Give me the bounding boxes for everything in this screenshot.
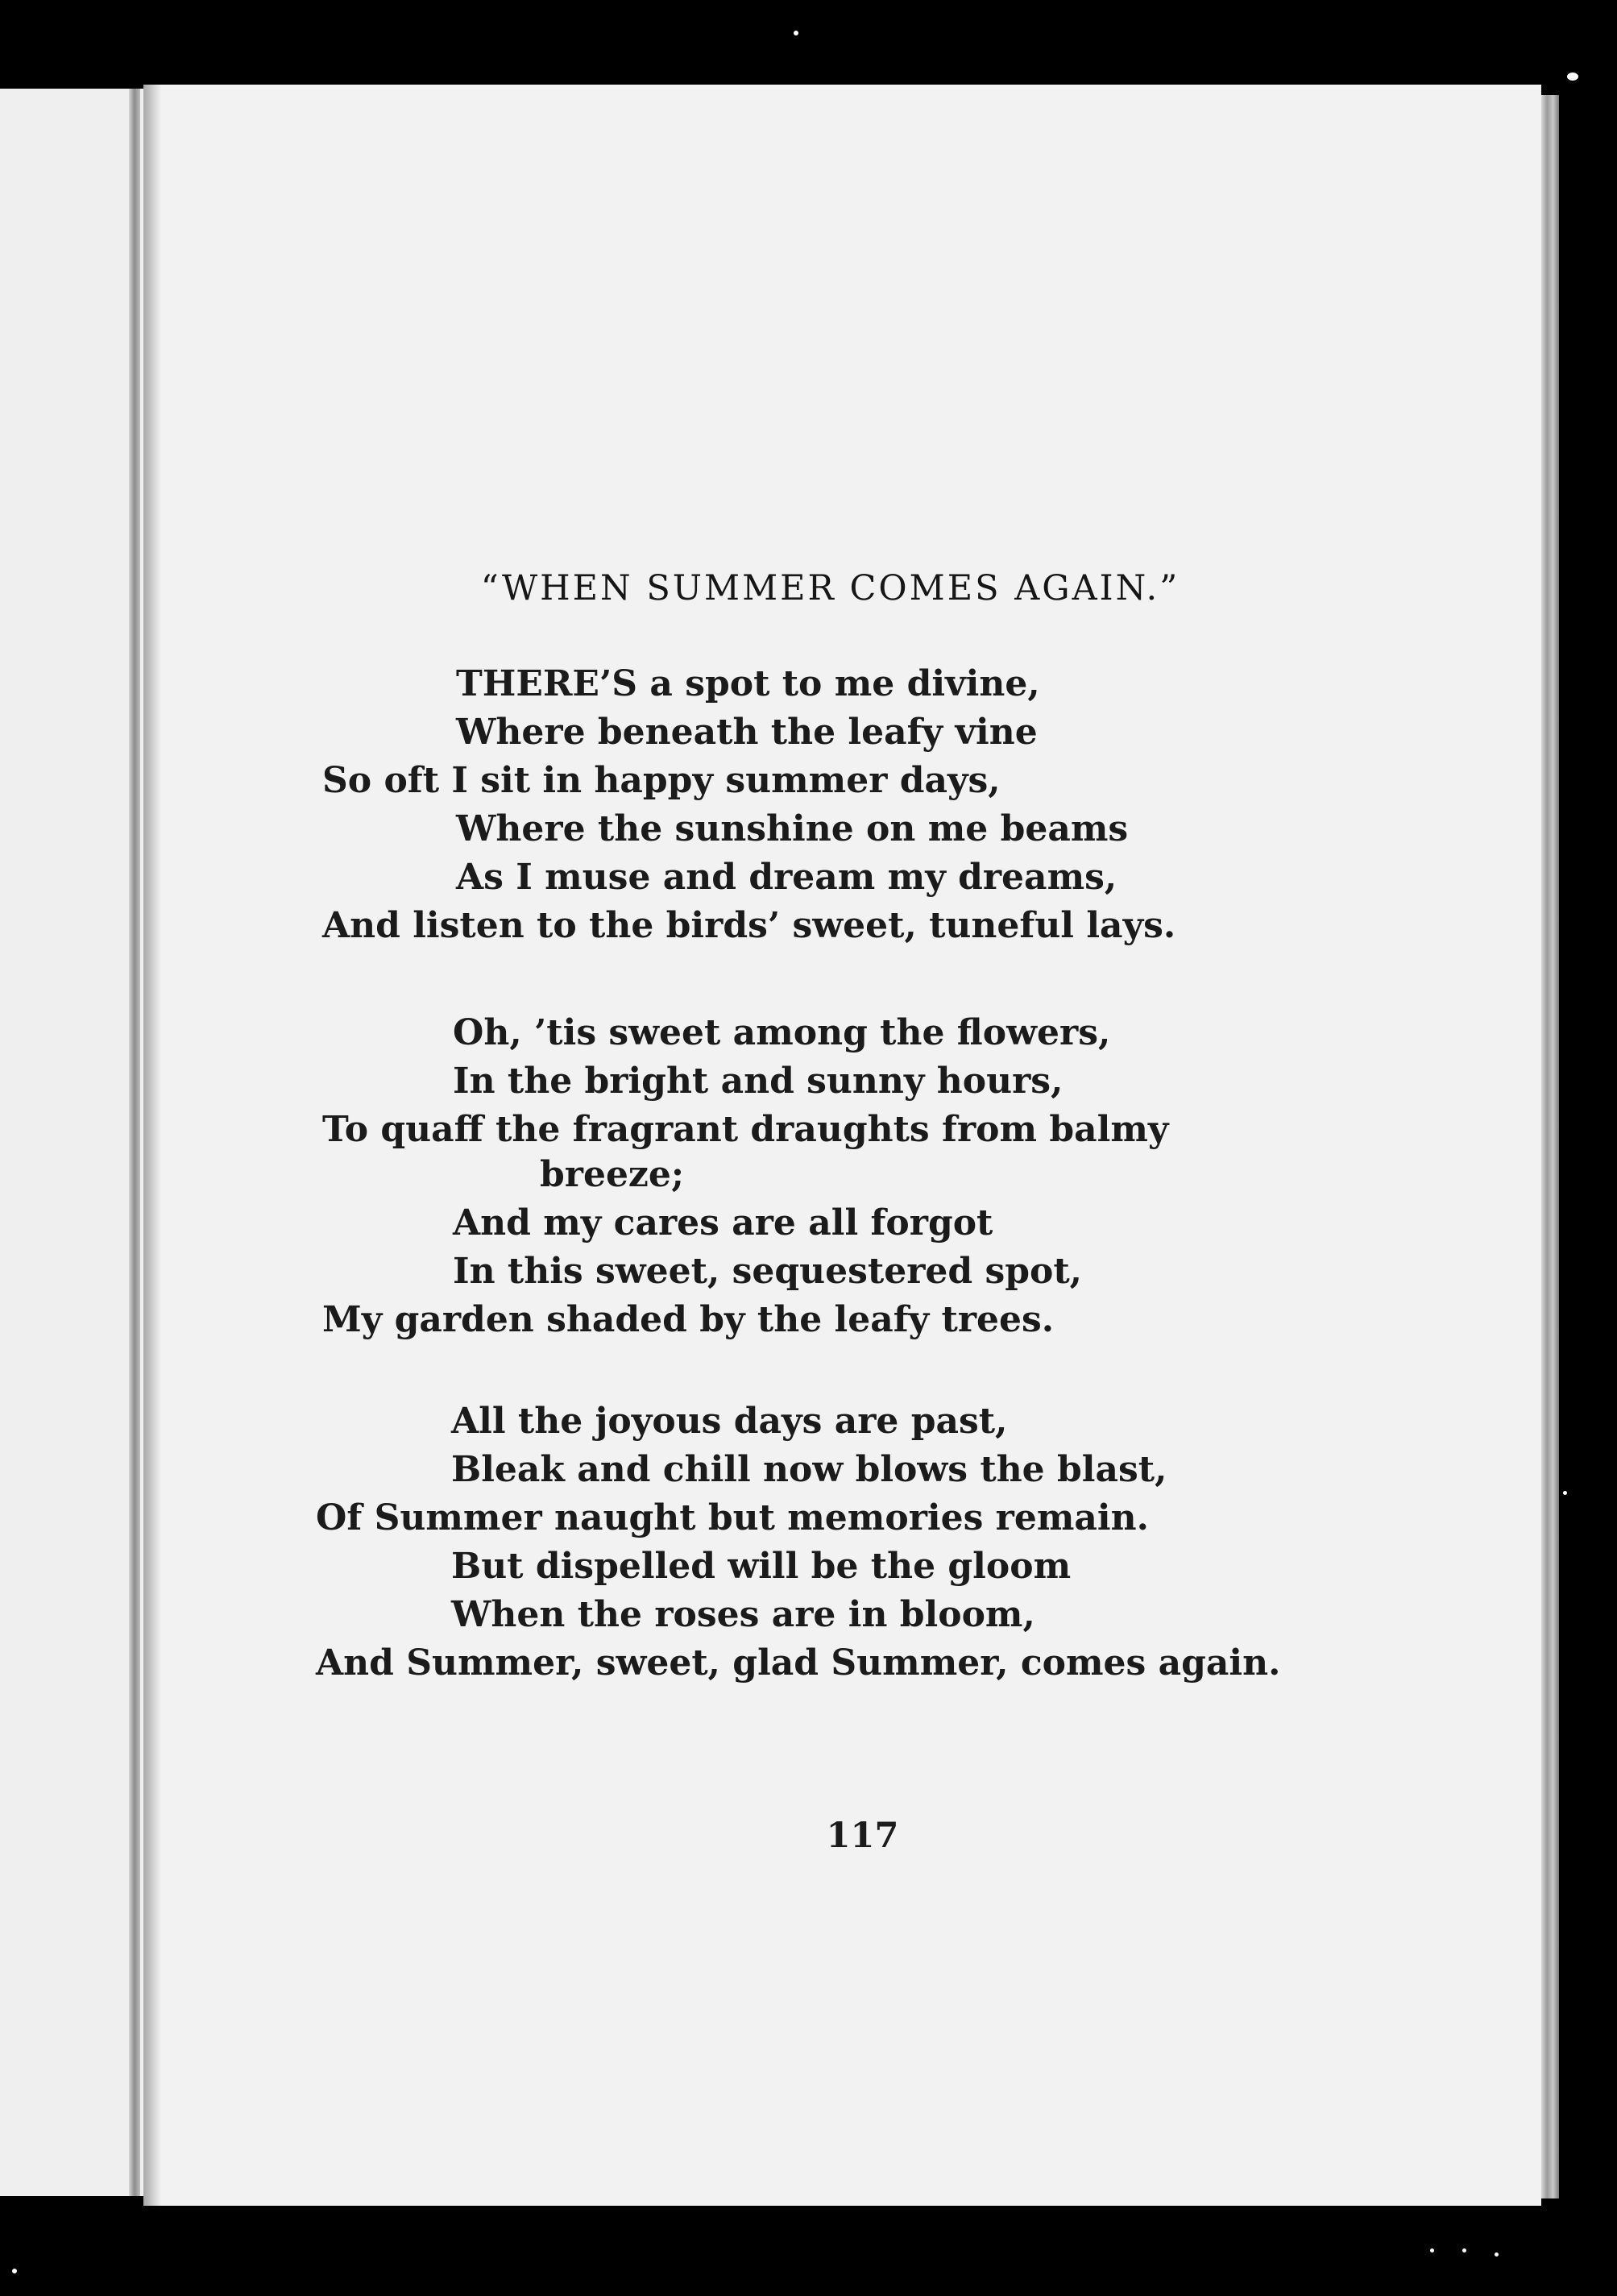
scan-speck <box>1495 2252 1499 2257</box>
poem-title <box>143 568 1541 608</box>
poem-line: My garden shaded by the leafy trees. <box>322 1299 1055 1340</box>
scan-speck <box>12 2269 17 2273</box>
page-stack-edge <box>1541 95 1559 2198</box>
book-page <box>143 85 1541 2206</box>
poem-title-text: “WHEN SUMMER COMES AGAIN.” <box>480 568 1180 608</box>
poem-line: All the joyous days are past, <box>451 1401 1008 1442</box>
scan-speck <box>1563 1491 1567 1495</box>
poem-line: breeze; <box>540 1154 685 1195</box>
poem-line: Where beneath the leafy vine <box>456 712 1038 753</box>
page-number <box>143 1816 1541 1856</box>
poem-line: Bleak and chill now blows the blast, <box>451 1449 1167 1490</box>
scan-speck <box>1567 73 1578 81</box>
poem-line: In the bright and sunny hours, <box>453 1061 1063 1102</box>
scan-speck <box>794 31 798 35</box>
poem-line: So oft I sit in happy summer days, <box>322 760 1001 801</box>
poem-line: Where the sunshine on me beams <box>456 808 1129 849</box>
poem-line: And Summer, sweet, glad Summer, comes again. <box>316 1642 1281 1684</box>
poem-line: And my cares are all forgot <box>453 1202 993 1243</box>
scan-speck <box>1430 2248 1434 2252</box>
poem-line: But dispelled will be the gloom <box>451 1546 1072 1587</box>
poem-line: Oh, ’tis sweet among the flowers, <box>453 1012 1111 1053</box>
poem-line: To quaff the fragrant draughts from balmy <box>322 1109 1169 1150</box>
facing-page-edge <box>129 89 140 2196</box>
poem-line: And listen to the birds’ sweet, tuneful lays. <box>322 905 1176 946</box>
poem-line: THERE’S a spot to me divine, <box>456 663 1040 704</box>
poem-line: In this sweet, sequestered spot, <box>453 1251 1082 1292</box>
poem-line: Of Summer naught but memories remain. <box>316 1497 1149 1538</box>
facing-page <box>0 89 143 2196</box>
page-number-text: 117 <box>826 1816 899 1856</box>
gutter-shadow <box>143 85 161 2206</box>
scan-speck <box>1462 2248 1466 2252</box>
poem-line: As I muse and dream my dreams, <box>456 857 1117 898</box>
poem-line: When the roses are in bloom, <box>451 1594 1035 1635</box>
